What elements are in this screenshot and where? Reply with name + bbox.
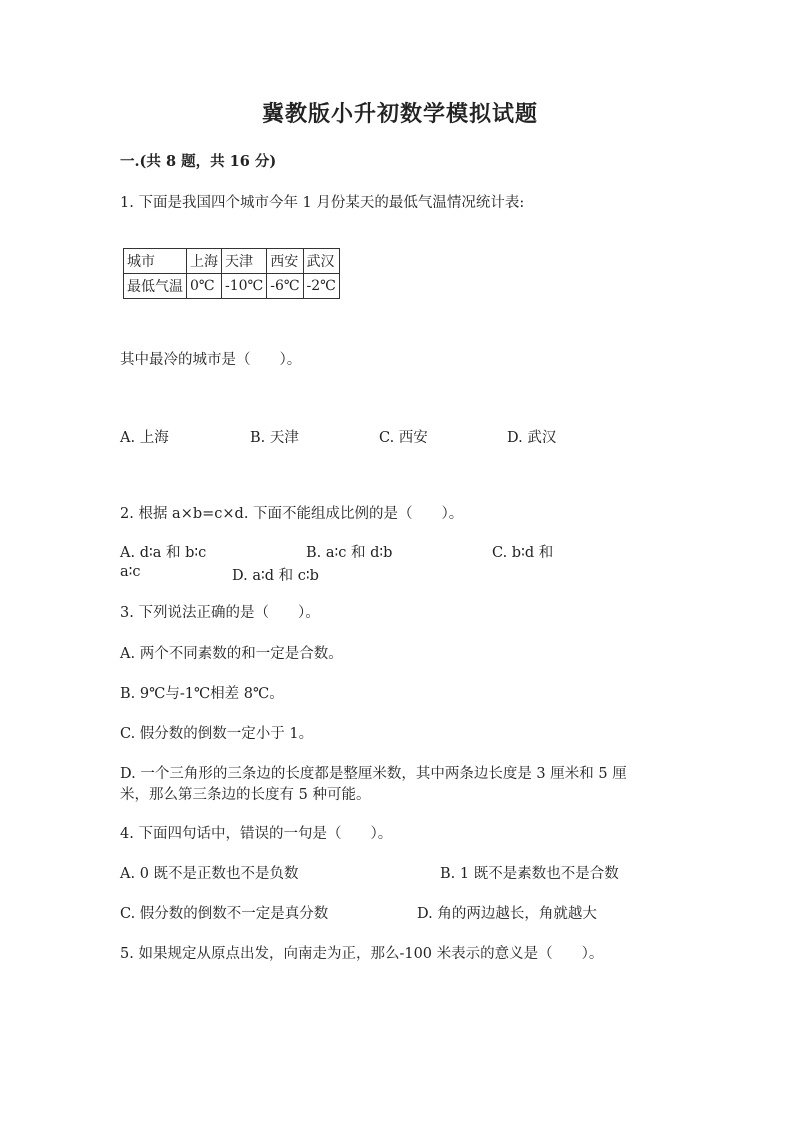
table-cell: 城市 (124, 249, 187, 274)
table-header-row (124, 249, 340, 274)
table-cell: 武汉 (303, 249, 339, 274)
option-c: C. 假分数的倒数不一定是真分数 (120, 906, 329, 922)
option-c: C. 假分数的倒数一定小于 1。 (120, 726, 314, 742)
option-a: A. 0 既不是正数也不是负数 (120, 866, 299, 882)
option-d: D. 角的两边越长，角就越大 (417, 906, 597, 922)
question-1-stem: 1. 下面是我国四个城市今年 1 月份某天的最低气温情况统计表: (120, 195, 525, 211)
question-2-stem: 2. 根据 a×b=c×d. 下面不能组成比例的是（ ）。 (120, 506, 464, 522)
page-title: 冀教版小升初数学模拟试题 (261, 101, 538, 127)
option-d: D. a∶d 和 c∶b (232, 568, 319, 584)
option-d-continued: 米，那么第三条边的长度有 5 种可能。 (120, 787, 371, 803)
question-5-stem: 5. 如果规定从原点出发，向南走为正，那么-100 米表示的意义是（ ）。 (120, 946, 604, 962)
option-d: D. 武汉 (507, 430, 557, 446)
option-a: A. 上海 (120, 430, 169, 446)
question-4-stem: 4. 下面四句话中，错误的一句是（ ）。 (120, 826, 393, 842)
question-1-prompt: 其中最冷的城市是（ ）。 (120, 352, 302, 368)
option-b: B. 天津 (250, 430, 299, 446)
option-a: A. 两个不同素数的和一定是合数。 (120, 646, 343, 662)
option-b: B. 1 既不是素数也不是合数 (440, 866, 619, 882)
table-cell: -10℃ (222, 274, 267, 299)
option-b: B. a∶c 和 d∶b (306, 545, 393, 561)
table-cell: 最低气温 (124, 274, 187, 299)
table-cell: 0℃ (187, 274, 222, 299)
table-row (124, 274, 340, 299)
option-c: C. b∶d 和 (492, 545, 554, 561)
option-c-continued: a∶c (120, 564, 141, 580)
table-cell: 西安 (267, 249, 303, 274)
section-heading: 一.(共 8 题，共 16 分) (120, 153, 277, 170)
option-d: D. 一个三角形的三条边的长度都是整厘米数，其中两条边长度是 3 厘米和 5 厘 (120, 766, 627, 782)
option-a: A. d∶a 和 b∶c (120, 545, 207, 561)
table-cell: 上海 (187, 249, 222, 274)
option-c: C. 西安 (379, 430, 428, 446)
table-cell: 天津 (222, 249, 267, 274)
option-b: B. 9℃与-1℃相差 8℃。 (120, 686, 284, 702)
table-cell: -6℃ (267, 274, 303, 299)
table-cell: -2℃ (303, 274, 339, 299)
temperature-table (123, 248, 340, 299)
question-3-stem: 3. 下列说法正确的是（ ）。 (120, 605, 320, 621)
